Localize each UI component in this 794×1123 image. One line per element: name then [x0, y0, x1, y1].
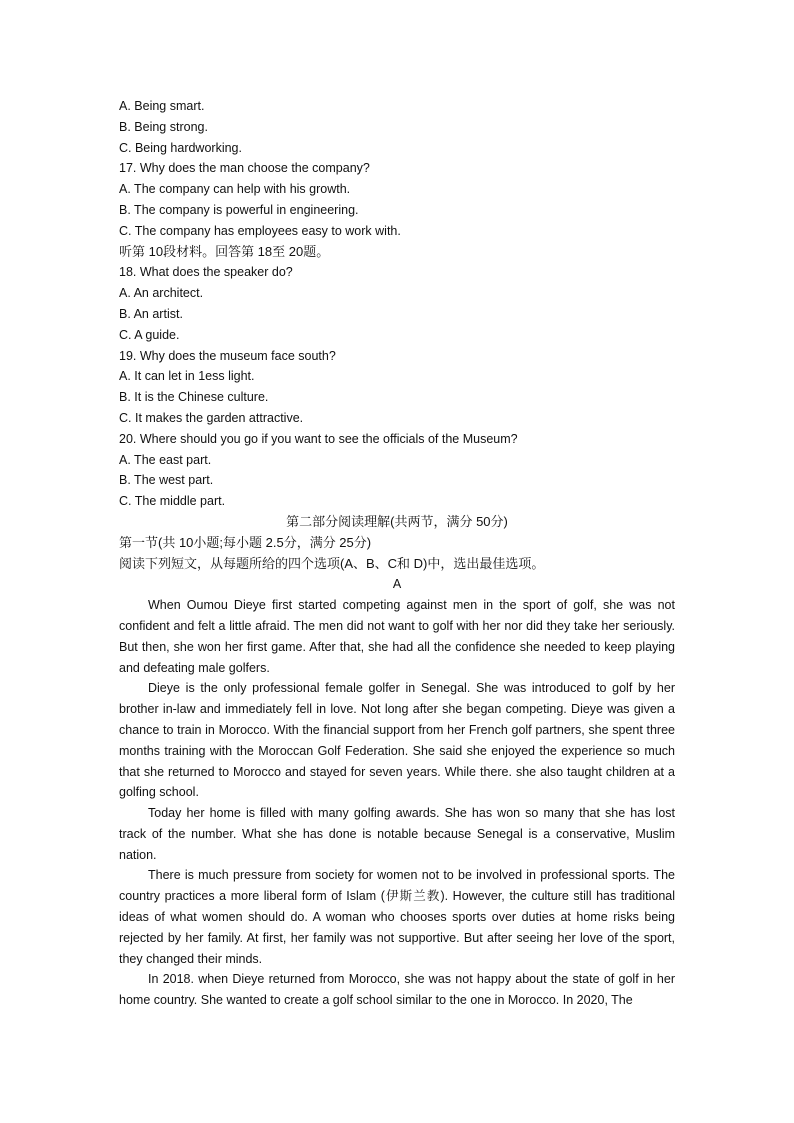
q18-option-c: C. A guide. [119, 327, 180, 342]
passage-paragraph-5: In 2018. when Dieye returned from Morocco, she was not happy about the state of golf in her home country. She wanted to create a golf school similar to the one in Morocco. In 2020, The [119, 972, 675, 1008]
reading-part-title: 第二部分阅读理解(共两节，满分 50分) [286, 513, 508, 529]
q18-question: 18. What does the speaker do? [119, 265, 293, 280]
q19-option-a: A. It can let in 1ess light. [119, 369, 255, 384]
q19-option-b: B. It is the Chinese culture. [119, 390, 269, 405]
q17-question: 17. Why does the man choose the company? [119, 161, 370, 176]
page-content [119, 96, 675, 1011]
reading-instruction: 阅读下列短文，从每题所给的四个选项(A、B、C和 D)中，选出最佳选项。 [119, 555, 545, 571]
q17-option-c: C. The company has employees easy to work with. [119, 223, 401, 238]
passage-paragraph-4: There is much pressure from society for women not to be involved in professional sports. The country practices a more liberal form of Islam (伊斯兰教). However, the culture still has traditional ideas of what women should do. A woman who chooses sports over duties at home risks being rejected by her family. At first, her family was not supportive. But after seeing her love of the sport, they changed their minds. [119, 868, 675, 966]
passage-paragraph-2: Dieye is the only professional female golfer in Senegal. She was introduced to golf by her brother in-law and immediately fell in love. Not long after she began competing. Dieye was given a chance to train in Morocco. With the financial support from her French golf partners, she spent three months training with the Moroccan Golf Federation. She said she enjoyed the experience so much that she returned to Morocco and stayed for seven years. While there. she also taught children at a golfing school. [119, 681, 675, 800]
q20-question: 20. Where should you go if you want to see the officials of the Museum? [119, 431, 518, 446]
passage-label: A [392, 577, 402, 592]
q20-option-c: C. The middle part. [119, 494, 226, 509]
q19-option-c: C. It makes the garden attractive. [119, 410, 304, 425]
q18-option-a: A. An architect. [119, 286, 204, 301]
reading-section-title: 第一节(共 10小题;每小题 2.5分，满分 25分) [119, 534, 372, 550]
section10-instruction: 听第 10段材料。回答第 18至 20题。 [119, 243, 330, 259]
q20-option-a: A. The east part. [119, 452, 212, 467]
q18-option-b: B. An artist. [119, 306, 183, 321]
q19-question: 19. Why does the museum face south? [119, 348, 336, 363]
q16-option-b: B. Being strong. [119, 119, 208, 134]
q16-option-a: A. Being smart. [119, 99, 205, 113]
passage-paragraph-1: When Oumou Dieye first started competing against men in the sport of golf, she was not confident and felt a little afraid. The men did not want to golf with her nor did they take her seriously. But then, she won her first game. After that, she had all the confidence she needed to keep playing and defeating male golfers. [119, 598, 675, 675]
q16-option-c: C. Being hardworking. [119, 140, 242, 155]
passage-paragraph-3: Today her home is filled with many golfing awards. She has won so many that she has lost track of the number. What she has done is notable because Senegal is a conservative, Muslim nation. [119, 806, 675, 862]
q17-option-a: A. The company can help with his growth. [119, 182, 351, 197]
q20-option-b: B. The west part. [119, 473, 214, 488]
q17-option-b: B. The company is powerful in engineering. [119, 202, 359, 217]
